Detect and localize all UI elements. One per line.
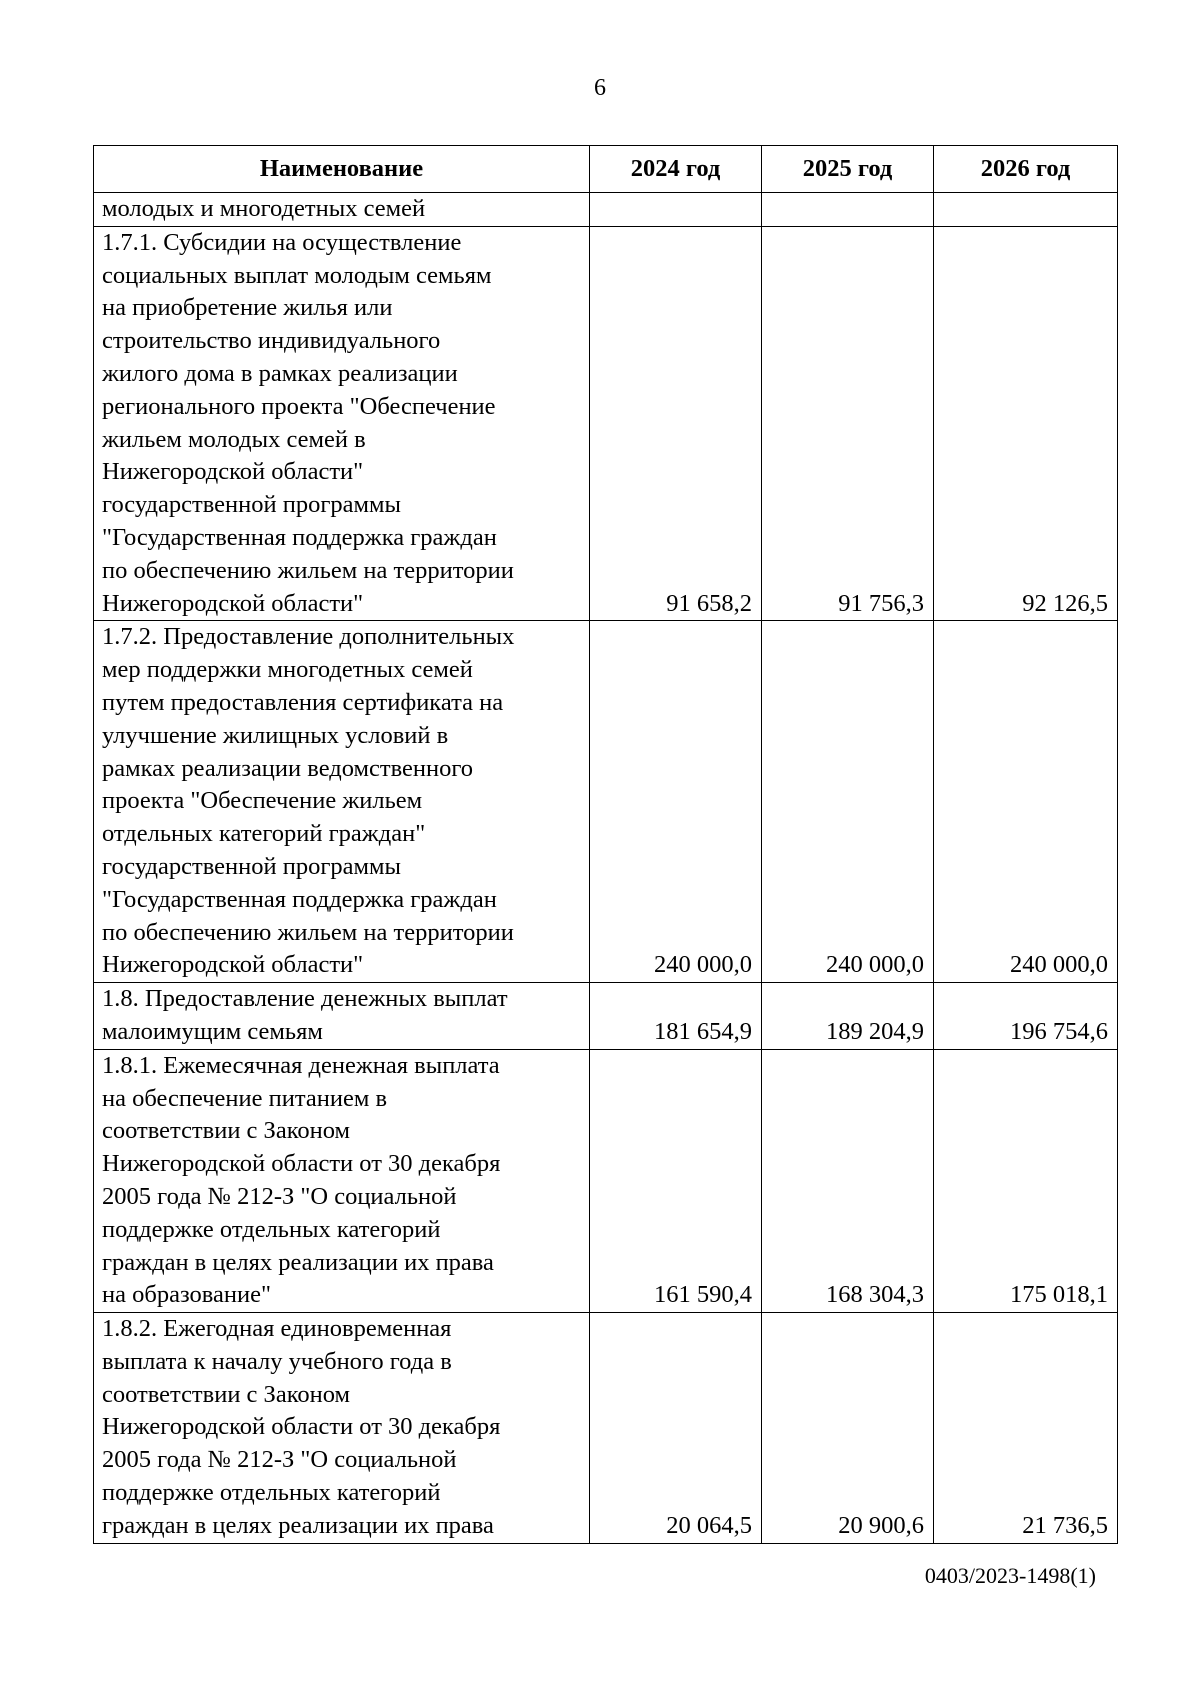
- budget-table: [93, 145, 1118, 1544]
- header-2026: 2026 год: [934, 146, 1118, 193]
- row-value-2024: 20 064,5: [590, 1313, 762, 1544]
- row-name: 1.8. Предоставление денежных выплат малоимущим семьям: [94, 983, 590, 1050]
- row-value-2024: [590, 193, 762, 227]
- row-value-2024: 240 000,0: [590, 621, 762, 983]
- row-value-2026: 21 736,5: [934, 1313, 1118, 1544]
- row-name: 1.7.2. Предоставление дополнительных мер поддержки многодетных семей путем предоставления сертификата на улучшение жилищных условий в рамках реализации ведомственного проекта "Обеспечение жильем отдельных категорий граждан" государственной программы "Государственная поддержка граждан по обеспечению жильем на территории Нижегородской области": [94, 621, 590, 983]
- table-row: [94, 1049, 1118, 1312]
- row-value-2025: 91 756,3: [762, 226, 934, 621]
- row-value-2025: 20 900,6: [762, 1313, 934, 1544]
- row-value-2026: [934, 193, 1118, 227]
- row-name: 1.7.1. Субсидии на осуществление социальных выплат молодым семьям на приобретение жилья или строительство индивидуального жилого дома в рамках реализации регионального проекта "Обеспечение жильем молодых семей в Нижегородской области" государственной программы "Государственная поддержка граждан по обеспечению жильем на территории Нижегородской области": [94, 226, 590, 621]
- table-row: [94, 1313, 1118, 1544]
- table-row: [94, 226, 1118, 621]
- row-name: 1.8.2. Ежегодная единовременная выплата к началу учебного года в соответствии с Законом Нижегородской области от 30 декабря 2005 года № 212-З "О социальной поддержке отдельных категорий граждан в целях реализации их права: [94, 1313, 590, 1544]
- row-value-2025: 240 000,0: [762, 621, 934, 983]
- row-value-2024: 181 654,9: [590, 983, 762, 1050]
- header-name: Наименование: [94, 146, 590, 193]
- header-2024: 2024 год: [590, 146, 762, 193]
- table-row: [94, 983, 1118, 1050]
- table-row: [94, 193, 1118, 227]
- table-header-row: [94, 146, 1118, 193]
- row-value-2026: 175 018,1: [934, 1049, 1118, 1312]
- row-value-2026: 240 000,0: [934, 621, 1118, 983]
- row-value-2024: 91 658,2: [590, 226, 762, 621]
- row-value-2025: 168 304,3: [762, 1049, 934, 1312]
- row-name: молодых и многодетных семей: [94, 193, 590, 227]
- row-name: 1.8.1. Ежемесячная денежная выплата на обеспечение питанием в соответствии с Законом Нижегородской области от 30 декабря 2005 года № 212-З "О социальной поддержке отдельных категорий граждан в целях реализации их права на образование": [94, 1049, 590, 1312]
- document-code: 0403/2023-1498(1): [924, 1563, 1096, 1588]
- row-value-2026: 92 126,5: [934, 226, 1118, 621]
- row-value-2024: 161 590,4: [590, 1049, 762, 1312]
- header-2025: 2025 год: [762, 146, 934, 193]
- row-value-2026: 196 754,6: [934, 983, 1118, 1050]
- table-row: [94, 621, 1118, 983]
- row-value-2025: [762, 193, 934, 227]
- row-value-2025: 189 204,9: [762, 983, 934, 1050]
- page-number: 6: [594, 75, 606, 101]
